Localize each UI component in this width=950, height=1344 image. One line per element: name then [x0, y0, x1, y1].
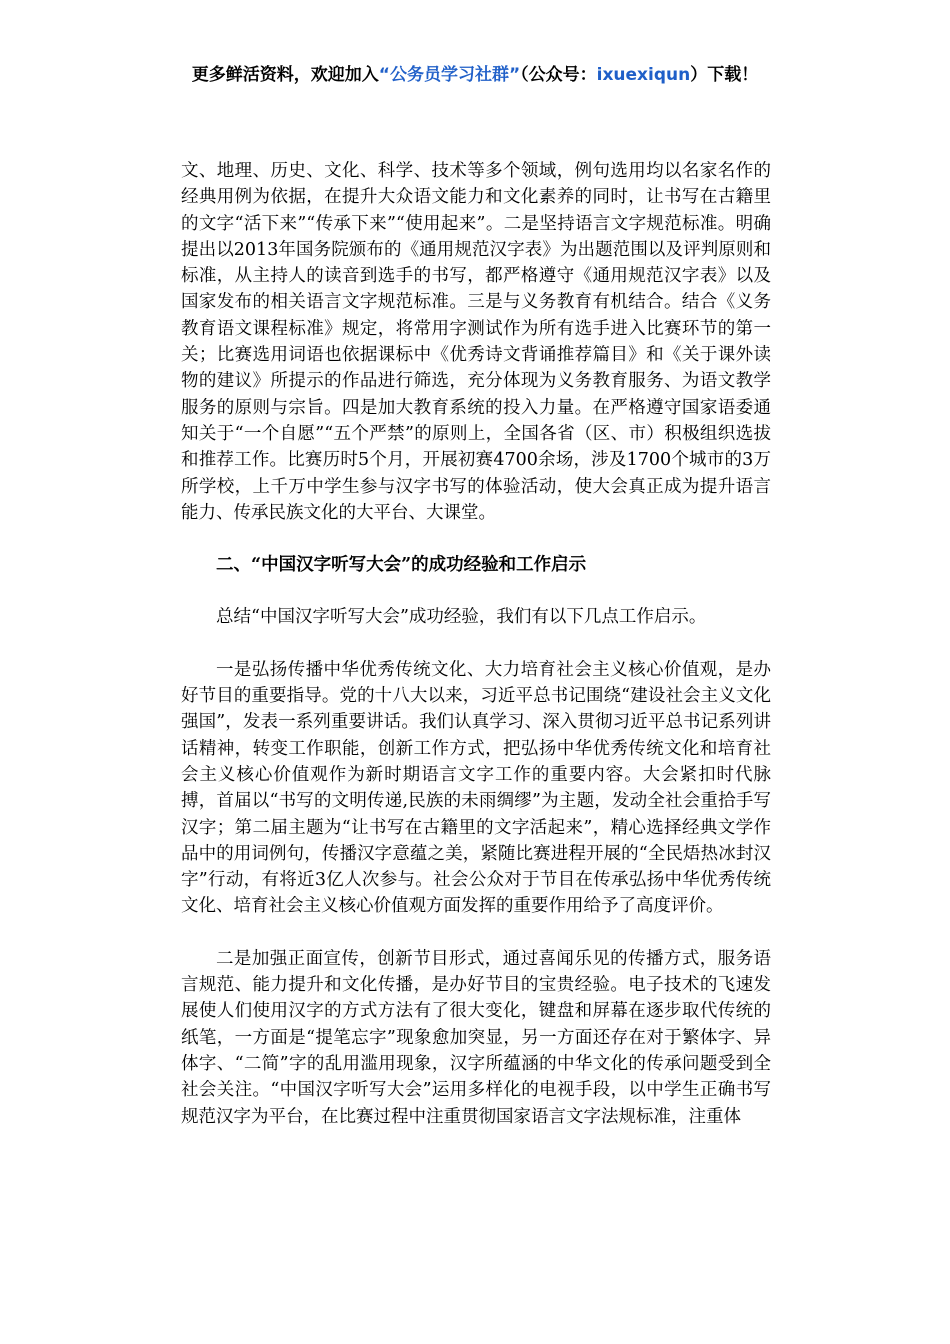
banner-account-id: ixuexiqun — [596, 65, 691, 85]
banner-group-name: “公务员学习社群” — [378, 65, 521, 85]
promo-banner — [0, 62, 950, 88]
document-body — [181, 158, 771, 1156]
paragraph-point-two: 二是加强正面宣传，创新节目形式，通过喜闻乐见的传播方式，服务语言规范、能力提升和文化传播，是办好节目的宝贵经验。电子技术的飞速发展使人们使用汉字的方式方法有了很大变化，键盘和屏幕在逐步取代传统的纸笔，一方面是“提笔忘字”现象愈加突显，另一方面还存在对于繁体字、异体字、“二简”字的乱用滥用现象，汉字所蕴涵的中华文化的传承问题受到全社会关注。“中国汉字听写大会”运用多样化的电视手段，以中学生正确书写规范汉字为平台，在比赛过程中注重贯彻国家语言文字法规标准，注重体 — [181, 948, 771, 1127]
banner-suffix: ）下载！ — [690, 65, 759, 85]
banner-account-open: （公众号： — [520, 65, 597, 85]
paragraph-continued: 文、地理、历史、文化、科学、技术等多个领域，例句选用均以名家名作的经典用例为依据，在提升大众语文能力和文化素养的同时，让书写在古籍里的文字“活下来”“传承下来”“使用起来”。二是坚持语言文字规范标准。明确提出以2013年国务院颁布的《通用规范汉字表》为出题范围以及评判原则和标准，从主持人的读音到选手的书写，都严格遵守《通用规范汉字表》以及国家发布的相关语言文字规范标准。三是与义务教育有机结合。结合《义务教育语文课程标准》规定，将常用字测试作为所有选手进入比赛环节的第一关；比赛选用词语也依据课标中《优秀诗文背诵推荐篇目》和《关于课外读物的建议》所提示的作品进行筛选，充分体现为义务教育服务、为语文教学服务的原则与宗旨。四是加大教育系统的投入力量。在严格遵守国家语委通知关于“一个自愿”“五个严禁”的原则上，全国各省（区、市）积极组织选拔和推荐工作。比赛历时5个月，开展初赛4700余场，涉及1700个城市的3万所学校，上千万中学生参与汉字书写的体验活动，使大会真正成为提升语言能力、传承民族文化的大平台、大课堂。 — [181, 161, 771, 523]
section-heading: 二、“中国汉字听写大会”的成功经验和工作启示 — [216, 555, 587, 576]
paragraph-point-one: 一是弘扬传播中华优秀传统文化、大力培育社会主义核心价值观，是办好节目的重要指导。党的十八大以来，习近平总书记围绕“建设社会主义文化强国”，发表一系列重要讲话。我们认真学习、深入贯彻习近平总书记系列讲话精神，转变工作职能，创新工作方式，把弘扬中华优秀传统文化和培育社会主义核心价值观作为新时期语言文字工作的重要内容。大会紧扣时代脉搏，首届以“书写的文明传递,民族的未雨绸缪”为主题，发动全社会重拾手写汉字；第二届主题为“让书写在古籍里的文字活起来”，精心选择经典文学作品中的用词例句，传播汉字意蕴之美，紧随比赛进程开展的“全民焐热冰封汉字”行动，有将近3亿人次参与。社会公众对于节目在传承弘扬中华优秀传统文化、培育社会主义核心价值观方面发挥的重要作用给予了高度评价。 — [181, 659, 771, 917]
paragraph-intro: 总结“中国汉字听写大会”成功经验，我们有以下几点工作启示。 — [216, 607, 707, 628]
banner-prefix: 更多鲜活资料，欢迎加入 — [191, 65, 379, 85]
